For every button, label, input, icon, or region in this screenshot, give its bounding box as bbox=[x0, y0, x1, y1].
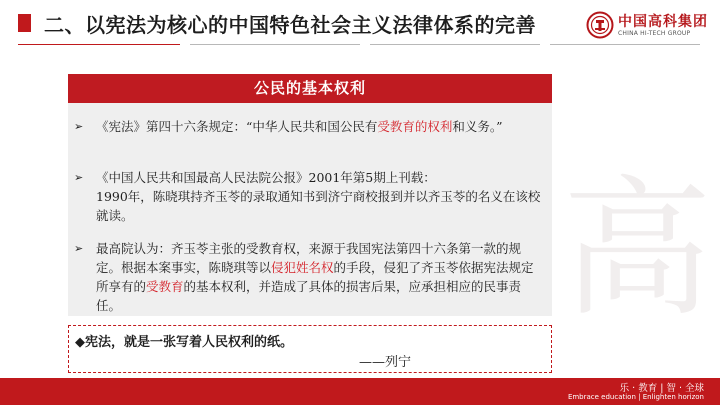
bullet-item bbox=[74, 239, 542, 315]
arrow-right-icon: ➢ bbox=[74, 120, 84, 133]
seal-icon bbox=[586, 11, 614, 39]
bullet-text-detail: 1990年，陈晓琪持齐玉苓的录取通知书到济宁商校报到并以齐玉苓的名义在该校就读。 bbox=[96, 189, 541, 223]
quote-author: ——列宁 bbox=[358, 355, 411, 370]
footer-slogan-en: Embrace education | Enlighten horizon bbox=[567, 393, 704, 401]
title-marker bbox=[18, 14, 31, 32]
bullet-text-segment: 的基本权利，并造成了具体的损害后果，应承担相应的民事责任。 bbox=[96, 279, 522, 313]
diamond-bullet-icon: ◆ bbox=[75, 335, 85, 350]
bullet-text bbox=[96, 239, 542, 315]
bullet-text-segment: 的手段，侵犯了齐玉苓依据宪法规定所享有的 bbox=[96, 260, 534, 294]
bullet-text bbox=[96, 117, 542, 136]
bullet-text-segment: 最高院认为：齐玉苓主张的受教育权，来源于我国宪法第四十六条第一款的规定。根据本案事实，陈晓琪等以 bbox=[96, 241, 522, 275]
company-logo bbox=[586, 10, 716, 40]
bullet-item bbox=[74, 117, 542, 136]
arrow-right-icon: ➢ bbox=[74, 242, 84, 255]
highlight-text: 侵犯姓名权 bbox=[271, 260, 334, 275]
card-header: 公民的基本权利 bbox=[68, 74, 552, 103]
card-body bbox=[68, 103, 552, 316]
title-rule bbox=[190, 44, 360, 45]
bullet-item bbox=[74, 168, 542, 225]
bullet-text-segment: 《宪法》第四十六条规定：“中华人民共和国公民有 bbox=[96, 119, 378, 134]
quote-content: 宪法，就是一张写着人民权利的纸。 bbox=[85, 335, 294, 350]
highlight-text: 受教育 bbox=[146, 279, 184, 294]
footer-bar bbox=[0, 378, 720, 405]
arrow-right-icon: ➢ bbox=[74, 171, 84, 184]
highlight-text: 受教育的权利 bbox=[377, 119, 453, 134]
quote-text bbox=[75, 331, 293, 350]
title-rule bbox=[550, 44, 700, 45]
bullet-text-segment: 和义务。” bbox=[452, 119, 503, 134]
title-rule-accent bbox=[18, 44, 180, 45]
footer-slogan-cn: 乐 · 教育 | 智 · 全球 bbox=[619, 383, 704, 394]
quote-box bbox=[68, 325, 552, 373]
page-title: 二、以宪法为核心的中国特色社会主义法律体系的完善 bbox=[44, 13, 536, 37]
title-rule bbox=[370, 44, 540, 45]
logo-name-cn: 中国高科集团 bbox=[618, 14, 708, 30]
bullet-text: 《中国人民共和国最高人民法院公报》2001年第5期上刊载： bbox=[96, 170, 436, 185]
watermark-glyph: 高 bbox=[561, 163, 712, 337]
logo-name-en: CHINA HI-TECH GROUP bbox=[618, 30, 691, 37]
